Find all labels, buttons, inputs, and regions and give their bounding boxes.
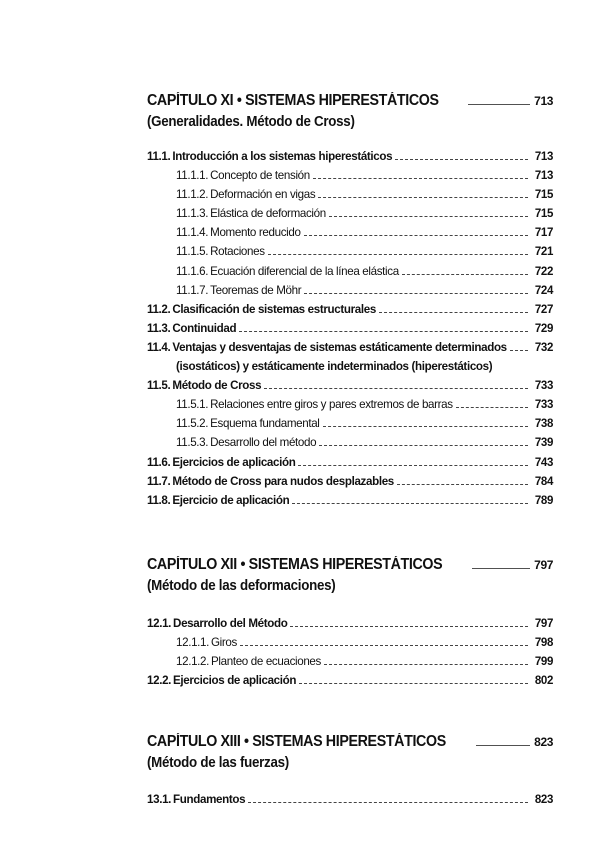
entry-title: Ejercicios de aplicación bbox=[173, 674, 297, 688]
leader-line bbox=[395, 159, 528, 160]
leader-line bbox=[456, 407, 528, 408]
leader-line bbox=[292, 503, 528, 504]
entry-page: 797 bbox=[534, 618, 553, 630]
entry-page: 739 bbox=[534, 437, 553, 450]
entry-page: 733 bbox=[534, 380, 553, 393]
leader-line bbox=[324, 664, 528, 665]
entry-number: 11.4. bbox=[147, 340, 171, 354]
toc-list-xi bbox=[147, 150, 553, 513]
leader-line bbox=[313, 178, 528, 179]
toc-entry bbox=[147, 436, 553, 455]
entry-page: 715 bbox=[534, 208, 553, 221]
entry-number: 11.5. bbox=[147, 379, 171, 393]
entry-number: 11.1.3. bbox=[176, 207, 209, 221]
leader-line bbox=[472, 568, 530, 569]
entry-page: 732 bbox=[534, 341, 553, 354]
leader-line bbox=[299, 683, 528, 684]
entry-page: 713 bbox=[534, 170, 553, 183]
entry-page: 715 bbox=[534, 189, 553, 202]
entry-page: 724 bbox=[534, 284, 553, 297]
toc-entry bbox=[147, 417, 553, 436]
entry-title: Planteo de ecuaciones bbox=[211, 655, 321, 669]
leader-line bbox=[402, 274, 528, 275]
chapter-page: 797 bbox=[534, 558, 553, 572]
entry-number: 12.1.1. bbox=[176, 636, 210, 650]
entry-page: 722 bbox=[534, 265, 553, 278]
toc-entry bbox=[147, 322, 553, 341]
toc-entry bbox=[147, 674, 553, 693]
chapter-title: CAPÍTULO XI • SISTEMAS HIPERESTÁTICOS bbox=[147, 92, 439, 109]
leader-line bbox=[323, 426, 528, 427]
leader-line bbox=[290, 626, 528, 627]
entry-number: 12.1. bbox=[147, 617, 172, 630]
entry-page: 802 bbox=[534, 675, 553, 688]
leader-line bbox=[304, 293, 528, 294]
entry-title: Giros bbox=[211, 636, 237, 650]
leader-line bbox=[240, 645, 528, 646]
entry-title: Rotaciones bbox=[210, 245, 265, 259]
toc-entry bbox=[147, 303, 553, 322]
toc-entry bbox=[147, 245, 553, 264]
entry-title: Desarrollo del Método bbox=[173, 617, 288, 630]
entry-title: (isostáticos) y estáticamente indeterminados (hiperestáticos) bbox=[176, 360, 493, 374]
toc-entry bbox=[147, 226, 553, 245]
toc-entry bbox=[147, 207, 553, 226]
leader-line bbox=[397, 484, 528, 485]
entry-number: 11.6. bbox=[147, 455, 171, 469]
toc-entry bbox=[147, 398, 553, 417]
entry-title: Ventajas y desventajas de sistemas estáticamente determinados bbox=[172, 340, 507, 354]
entry-title: Continuidad bbox=[172, 321, 237, 335]
entry-page: 729 bbox=[534, 322, 553, 335]
entry-title: Momento reducido bbox=[210, 226, 301, 240]
entry-number: 11.8. bbox=[147, 493, 171, 507]
entry-title: Clasificación de sistemas estructurales bbox=[172, 302, 376, 316]
entry-number: 11.1.5. bbox=[176, 245, 209, 259]
toc-entry bbox=[147, 475, 553, 494]
entry-page: 789 bbox=[534, 494, 553, 507]
entry-title: Método de Cross para nudos desplazables bbox=[172, 474, 394, 488]
entry-number: 11.1.7. bbox=[176, 283, 209, 297]
leader-line bbox=[468, 104, 530, 105]
toc-entry bbox=[147, 793, 553, 812]
chapter-page: 713 bbox=[534, 94, 553, 108]
entry-title: Concepto de tensión bbox=[210, 169, 310, 183]
toc-list-xiii bbox=[147, 793, 553, 812]
entry-number: 12.1.2. bbox=[176, 655, 210, 669]
chapter-subtitle: (Método de las fuerzas) bbox=[147, 755, 289, 771]
chapter-subtitle: (Método de las deformaciones) bbox=[147, 578, 336, 594]
toc-entry bbox=[147, 636, 553, 655]
toc-entry bbox=[147, 494, 553, 513]
entry-title: Método de Cross bbox=[172, 379, 262, 393]
chapter-xii-heading bbox=[147, 556, 553, 594]
entry-title: Introducción a los sistemas hiperestáticos bbox=[172, 150, 393, 163]
entry-title: Deformación en vigas bbox=[210, 188, 316, 202]
leader-line bbox=[319, 445, 528, 446]
toc-entry bbox=[147, 360, 553, 379]
leader-line bbox=[379, 312, 528, 313]
entry-title: Desarrollo del método bbox=[210, 436, 317, 450]
entry-title: Fundamentos bbox=[173, 793, 246, 806]
entry-number: 13.1. bbox=[147, 793, 172, 806]
entry-page: 799 bbox=[534, 656, 553, 669]
leader-line bbox=[304, 235, 528, 236]
toc-entry bbox=[147, 379, 553, 398]
entry-number: 11.1. bbox=[147, 150, 171, 163]
chapter-xi-heading bbox=[147, 92, 553, 130]
entry-number: 11.5.2. bbox=[176, 417, 209, 431]
leader-line bbox=[318, 197, 528, 198]
entry-number: 11.1.6. bbox=[176, 264, 209, 278]
entry-page: 717 bbox=[534, 227, 553, 240]
entry-number: 11.1.2. bbox=[176, 188, 209, 202]
entry-title: Elástica de deformación bbox=[210, 207, 326, 221]
entry-title: Ejercicio de aplicación bbox=[172, 493, 290, 507]
entry-number: 11.2. bbox=[147, 302, 171, 316]
entry-page: 733 bbox=[534, 399, 553, 412]
toc-entry bbox=[147, 655, 553, 674]
toc-entry bbox=[147, 456, 553, 475]
entry-title: Ejercicios de aplicación bbox=[172, 455, 296, 469]
toc-list-xii bbox=[147, 617, 553, 693]
leader-line bbox=[239, 331, 528, 332]
entry-page: 784 bbox=[534, 475, 553, 488]
toc-entry bbox=[147, 284, 553, 303]
toc-entry bbox=[147, 617, 553, 636]
entry-title: Teoremas de Möhr bbox=[210, 283, 302, 297]
entry-number: 11.5.3. bbox=[176, 436, 209, 450]
entry-number: 11.1.4. bbox=[176, 226, 209, 240]
toc-entry bbox=[147, 265, 553, 284]
chapter-xiii-heading bbox=[147, 733, 553, 771]
chapter-title: CAPÍTULO XII • SISTEMAS HIPERESTÁTICOS bbox=[147, 556, 443, 573]
leader-line bbox=[510, 350, 528, 351]
entry-page: 823 bbox=[534, 794, 553, 806]
leader-line bbox=[268, 254, 528, 255]
chapter-subtitle: (Generalidades. Método de Cross) bbox=[147, 114, 355, 130]
toc-entry bbox=[147, 169, 553, 188]
entry-number: 11.1.1. bbox=[176, 169, 209, 183]
entry-page: 738 bbox=[534, 418, 553, 431]
leader-line bbox=[248, 802, 528, 803]
entry-page: 798 bbox=[534, 637, 553, 650]
entry-title: Relaciones entre giros y pares extremos de barras bbox=[210, 398, 453, 412]
entry-title: Esquema fundamental bbox=[210, 417, 320, 431]
leader-line bbox=[329, 216, 528, 217]
chapter-title: CAPÍTULO XIII • SISTEMAS HIPERESTÁTICOS bbox=[147, 733, 446, 750]
entry-page: 743 bbox=[534, 456, 553, 469]
entry-number: 11.5.1. bbox=[176, 398, 209, 412]
entry-page: 727 bbox=[534, 303, 553, 316]
entry-number: 11.7. bbox=[147, 474, 171, 488]
entry-page: 721 bbox=[534, 246, 553, 259]
entry-title: Ecuación diferencial de la línea elástica bbox=[210, 264, 399, 278]
leader-line bbox=[298, 465, 528, 466]
chapter-page: 823 bbox=[534, 735, 553, 749]
entry-number: 11.3. bbox=[147, 321, 171, 335]
entry-page: 713 bbox=[534, 151, 553, 163]
toc-entry bbox=[147, 150, 553, 169]
toc-entry bbox=[147, 341, 553, 360]
leader-line bbox=[264, 388, 528, 389]
toc-entry bbox=[147, 188, 553, 207]
leader-line bbox=[476, 745, 530, 746]
entry-number: 12.2. bbox=[147, 674, 172, 688]
